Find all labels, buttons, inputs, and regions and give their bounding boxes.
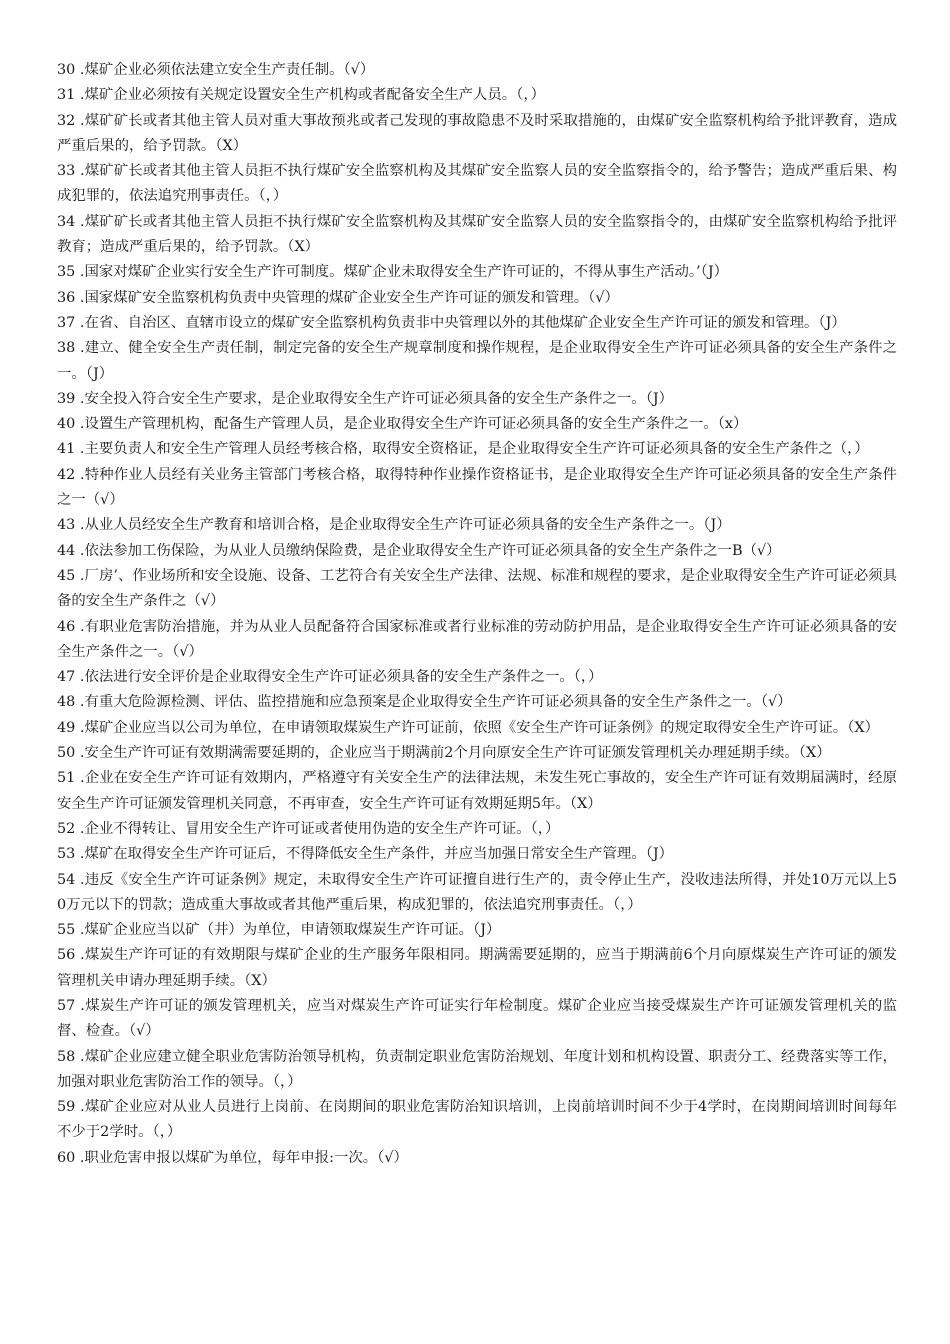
question-item: 59 .煤矿企业应对从业人员进行上岗前、在岗期间的职业危害防治知识培训，上岗前培训时间不少于4学时，在岗期间培训时间每年不少于2学时。（，） bbox=[57, 1099, 897, 1141]
question-item: 32 .煤矿矿长或者其他主管人员对重大事故预兆或者己发现的事故隐患不及时采取措施的，由煤矿安全监察机构给予批评教育，造成严重后果的，给予罚款。（X） bbox=[57, 112, 897, 154]
question-item: 43 .从业人员经安全生产教育和培训合格，是企业取得安全生产许可证必须具备的安全生产条件之一。（J） bbox=[57, 517, 731, 534]
question-item: 49 .煤矿企业应当以公司为单位，在申请领取煤炭生产许可证前，依照《安全生产许可证条例》的规定取得安全生产许可证。（X） bbox=[57, 719, 879, 736]
question-item: 38 .建立、健全安全生产责任制，制定完备的安全生产规章制度和操作规程，是企业取得安全生产许可证必须具备的安全生产条件之一。（J） bbox=[57, 340, 897, 382]
question-item: 56 .煤炭生产许可证的有效期限与煤矿企业的生产服务年限相同。期满需要延期的，应当于期满前6个月向原煤炭生产许可证的颁发管理机关申请办理延期手续。（X） bbox=[57, 947, 897, 989]
question-item: 39 .安全投入符合安全生产要求，是企业取得安全生产许可证必须具备的安全生产条件之一。（J） bbox=[57, 390, 674, 407]
question-item: 53 .煤矿在取得安全生产许可证后，不得降低安全生产条件，并应当加强日常安全生产管理。（J） bbox=[57, 846, 674, 863]
question-item: 48 .有重大危险源检测、评估、监控措施和应急预案是企业取得安全生产许可证必须具备的安全生产条件之一。（√） bbox=[57, 694, 792, 711]
question-item: 33 .煤矿矿长或者其他主管人员拒不执行煤矿安全监察机构及其煤矿安全监察人员的安全监察指令的，给予警告；造成严重后果、构成犯罪的，依法追究刑事责任。（，） bbox=[57, 163, 897, 205]
question-item: 37 .在省、自治区、直辖市设立的煤矿安全监察机构负责非中央管理以外的其他煤矿企业安全生产许可证的颁发和管理。（J） bbox=[57, 314, 846, 331]
question-item: 54 .违反《安全生产许可证条例》规定，未取得安全生产许可证擅自进行生产的，责令停止生产，没收违法所得，并处10万元以上50万元以下的罚款；造成重大事故或者其他严重后果，构成犯罪的，依法追究刑事责任。（，） bbox=[57, 871, 897, 913]
question-item: 52 .企业不得转让、冒用安全生产许可证或者使用伪造的安全生产许可证。（，） bbox=[57, 820, 560, 837]
question-item: 42 .特种作业人员经有关业务主管部门考核合格，取得特种作业操作资格证书，是企业取得安全生产许可证必须具备的安全生产条件之一（√） bbox=[57, 466, 897, 509]
question-item: 46 .有职业危害防治措施，并为从业人员配备符合国家标准或者行业标准的劳动防护用品，是企业取得安全生产许可证必须具备的安全生产条件之一。（√） bbox=[57, 618, 897, 660]
question-item: 34 .煤矿矿长或者其他主管人员拒不执行煤矿安全监察机构及其煤矿安全监察人员的安全监察指令的，由煤矿安全监察机构给予批评教育；造成严重后果的，给予罚款。（X） bbox=[57, 213, 897, 256]
question-item: 30 .煤矿企业必须依法建立安全生产责任制。（√） bbox=[57, 62, 375, 78]
question-item: 50 .安全生产许可证有效期满需要延期的，企业应当于期满前2个月向原安全生产许可证颁发管理机关办理延期手续。（X） bbox=[57, 745, 831, 762]
document-body bbox=[57, 58, 897, 1171]
question-item: 35 .国家对煤矿企业实行安全生产许可制度。煤矿企业未取得安全生产许可证的，不得从事生产活动。’（J） bbox=[57, 264, 728, 281]
question-item: 47 .依法进行安全评价是企业取得安全生产许可证必须具备的安全生产条件之一。（，） bbox=[57, 669, 603, 686]
question-item: 41 .主要负责人和安全生产管理人员经考核合格，取得安全资格证，是企业取得安全生产许可证必须具备的安全生产条件之（，） bbox=[57, 441, 869, 458]
question-item: 57 .煤炭生产许可证的颁发管理机关，应当对煤炭生产许可证实行年检制度。煤矿企业应当接受煤炭生产许可证颁发管理机关的监督、检查。（√） bbox=[57, 997, 897, 1040]
question-item: 36 .国家煤矿安全监察机构负责中央管理的煤矿企业安全生产许可证的颁发和管理。（√） bbox=[57, 289, 619, 306]
question-item: 44 .依法参加工伤保险，为从业人员缴纳保险费，是企业取得安全生产许可证必须具备的安全生产条件之一B（√） bbox=[57, 542, 781, 559]
question-item: 60 .职业危害申报以煤矿为单位，每年申报:一次。（√） bbox=[57, 1149, 408, 1166]
question-item: 40 .设置生产管理机构，配备生产管理人员，是企业取得安全生产许可证必须具备的安全生产条件之一。（x） bbox=[57, 416, 748, 433]
question-item: 51 .企业在安全生产许可证有效期内，严格遵守有关安全生产的法律法规，未发生死亡事故的，安全生产许可证有效期届满时，经原安全生产许可证颁发管理机关同意，不再审查，安全生产许可证有效期延期5年。（X） bbox=[57, 770, 897, 812]
question-item: 31 .煤矿企业必须按有关规定设置安全生产机构或者配备安全生产人员。（，） bbox=[57, 87, 545, 104]
question-item: 55 .煤矿企业应当以矿（井）为单位，申请领取煤炭生产许可证。（J） bbox=[57, 922, 501, 939]
question-item: 58 .煤矿企业应建立健全职业危害防治领导机构，负责制定职业危害防治规划、年度计划和机构设置、职责分工、经费落实等工作，加强对职业危害防治工作的领导。（，） bbox=[57, 1048, 897, 1090]
question-item: 45 .厂房’、作业场所和安全设施、设备、工艺符合有关安全生产法律、法规、标准和规程的要求，是企业取得安全生产许可证必须具备的安全生产条件之（√） bbox=[57, 567, 897, 610]
